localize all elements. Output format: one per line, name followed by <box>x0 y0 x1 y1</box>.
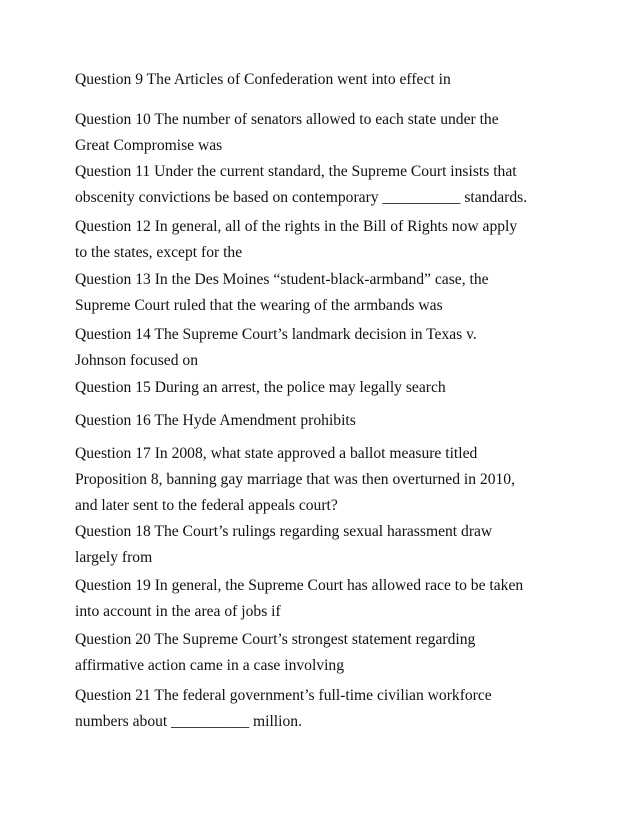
question-17-line-3: and later sent to the federal appeals court? <box>75 497 338 514</box>
question-14 <box>75 322 575 374</box>
question-16-line-1: Question 16 The Hyde Amendment prohibits <box>75 412 356 429</box>
question-11-line-1: Question 11 Under the current standard, the Supreme Court insists that <box>75 163 517 180</box>
question-12-line-1: Question 12 In general, all of the rights in the Bill of Rights now apply <box>75 218 518 235</box>
question-10 <box>75 107 575 159</box>
question-15 <box>75 375 575 401</box>
question-17 <box>75 441 575 519</box>
question-21 <box>75 683 575 735</box>
question-20-line-1: Question 20 The Supreme Court’s strongest statement regarding <box>75 631 476 648</box>
question-9 <box>75 67 575 93</box>
question-11 <box>75 159 575 211</box>
question-21-line-1: Question 21 The federal government’s full-time civilian workforce <box>75 687 492 704</box>
question-17-line-1: Question 17 In 2008, what state approved a ballot measure titled <box>75 445 478 462</box>
question-19-line-1: Question 19 In general, the Supreme Court has allowed race to be taken <box>75 577 524 594</box>
question-20 <box>75 627 575 679</box>
question-20-line-2: affirmative action came in a case involving <box>75 657 345 674</box>
question-10-line-2: Great Compromise was <box>75 137 223 154</box>
question-18-line-1: Question 18 The Court’s rulings regarding sexual harassment draw <box>75 523 493 540</box>
question-12 <box>75 214 575 266</box>
question-12-line-2: to the states, except for the <box>75 244 243 261</box>
question-21-line-2: numbers about __________ million. <box>75 713 302 730</box>
question-19-line-2: into account in the area of jobs if <box>75 603 281 620</box>
question-14-line-2: Johnson focused on <box>75 352 199 369</box>
question-16 <box>75 408 575 434</box>
question-11-line-2: obscenity convictions be based on contemporary __________ standards. <box>75 189 528 206</box>
question-13-line-1: Question 13 In the Des Moines “student-black-armband” case, the <box>75 271 489 288</box>
question-10-line-1: Question 10 The number of senators allowed to each state under the <box>75 111 499 128</box>
question-18-line-2: largely from <box>75 549 153 566</box>
question-17-line-2: Proposition 8, banning gay marriage that was then overturned in 2010, <box>75 471 515 488</box>
question-13 <box>75 267 575 319</box>
question-19 <box>75 573 575 625</box>
question-13-line-2: Supreme Court ruled that the wearing of the armbands was <box>75 297 443 314</box>
question-15-line-1: Question 15 During an arrest, the police may legally search <box>75 379 446 396</box>
question-14-line-1: Question 14 The Supreme Court’s landmark decision in Texas v. <box>75 326 477 343</box>
question-18 <box>75 519 575 571</box>
question-9-line-1: Question 9 The Articles of Confederation went into effect in <box>75 71 451 88</box>
